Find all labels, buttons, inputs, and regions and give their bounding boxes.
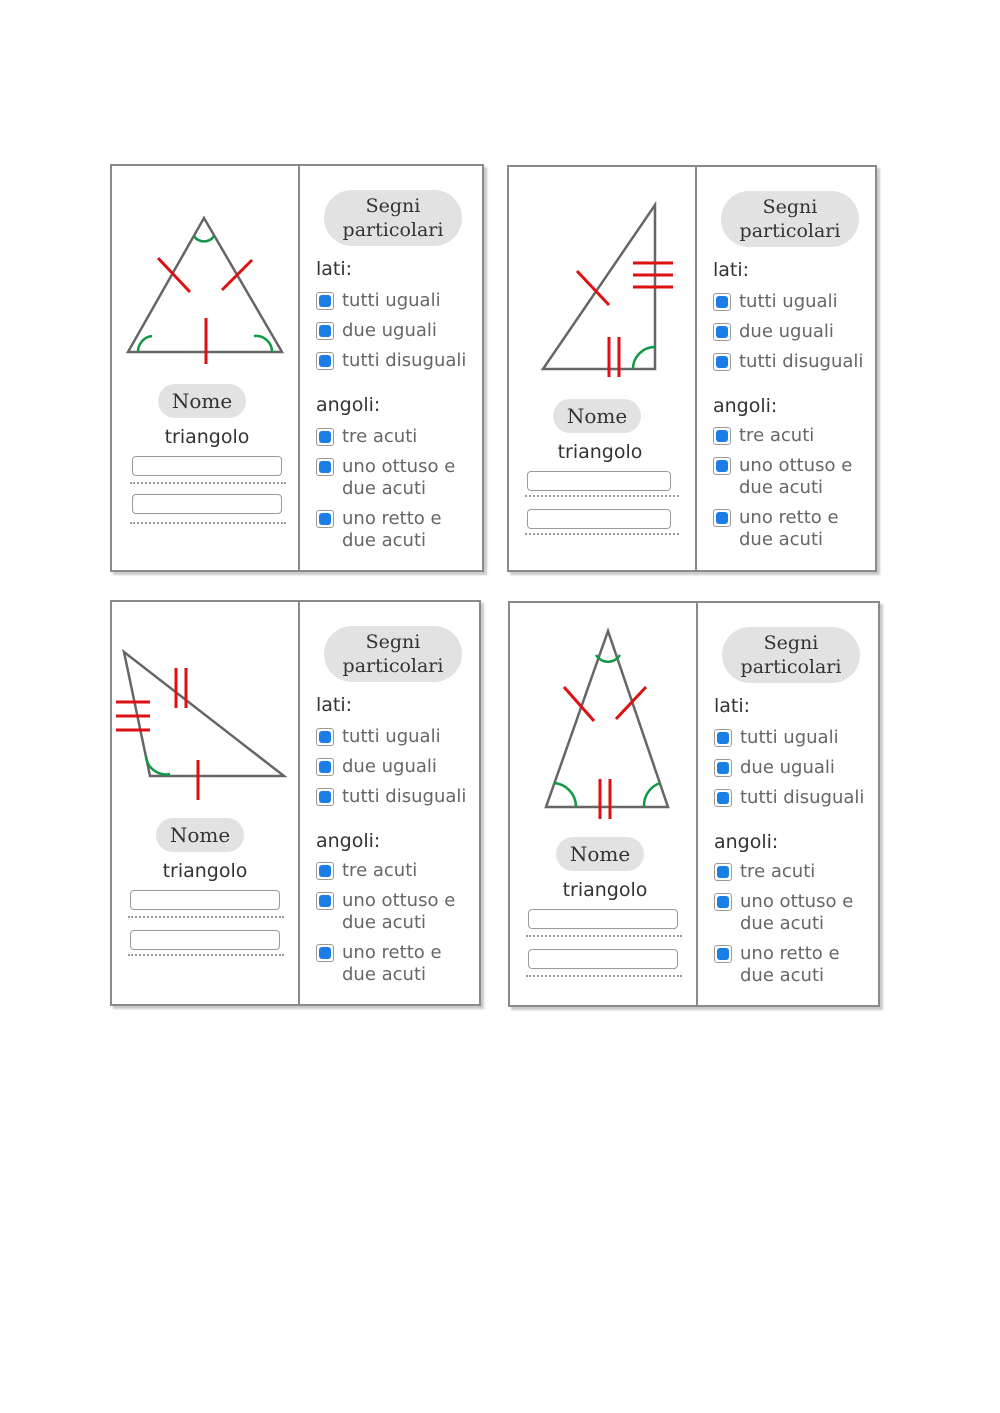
option-label: tutti disuguali	[739, 351, 864, 372]
checkbox[interactable]	[316, 510, 334, 528]
dotted-line	[526, 975, 682, 977]
nome-value: triangolo	[162, 860, 248, 882]
nome-label: Nome	[156, 818, 244, 852]
lati-heading: lati:	[713, 259, 750, 281]
option-label	[740, 943, 880, 987]
option-label: tutti uguali	[342, 726, 441, 747]
right-triangle-icon	[509, 167, 695, 377]
segni-line1: Segni	[365, 195, 421, 217]
dotted-line	[525, 495, 679, 497]
option-label: tutti disuguali	[342, 786, 467, 807]
dotted-line	[128, 954, 284, 956]
name-input-2[interactable]	[527, 509, 671, 529]
checkbox[interactable]	[316, 428, 334, 446]
lati-heading: lati:	[316, 694, 353, 716]
checkbox[interactable]	[316, 458, 334, 476]
option-line: uno retto e	[342, 942, 442, 963]
checkbox[interactable]	[714, 945, 732, 963]
angoli-heading: angoli:	[316, 394, 381, 416]
option-line: uno ottuso e	[740, 891, 854, 912]
option-line: due acuti	[739, 477, 824, 498]
segni-particolari-badge	[721, 191, 859, 247]
dotted-line	[525, 533, 679, 535]
segni-line1: Segni	[763, 632, 819, 654]
name-input-1[interactable]	[132, 456, 282, 476]
option-label	[342, 890, 482, 934]
option-label: tutti uguali	[739, 291, 838, 312]
nome-value: triangolo	[562, 879, 648, 901]
card-3-left-panel	[112, 602, 298, 1004]
dotted-line	[526, 935, 682, 937]
obtuse-scalene-triangle-icon	[112, 602, 298, 812]
card-4-right-panel	[698, 603, 878, 1005]
checkbox[interactable]	[714, 863, 732, 881]
card-2-left-panel	[509, 167, 695, 570]
option-line: due acuti	[740, 965, 825, 986]
option-label: tutti disuguali	[342, 350, 467, 371]
option-line: due acuti	[739, 529, 824, 550]
nome-value: triangolo	[557, 441, 643, 463]
checkbox[interactable]	[713, 427, 731, 445]
checkbox[interactable]	[316, 862, 334, 880]
angoli-heading: angoli:	[713, 395, 778, 417]
checkbox[interactable]	[316, 892, 334, 910]
segni-line2: particolari	[739, 220, 841, 242]
name-input-1[interactable]	[527, 471, 671, 491]
option-label: due uguali	[740, 757, 835, 778]
option-label	[342, 508, 482, 552]
checkbox[interactable]	[714, 729, 732, 747]
segni-particolari-badge	[324, 626, 462, 682]
option-label: tre acuti	[342, 426, 418, 447]
checkbox[interactable]	[316, 758, 334, 776]
segni-line2: particolari	[342, 655, 444, 677]
triangle-card-3	[110, 600, 481, 1006]
option-label	[740, 891, 880, 935]
nome-label: Nome	[556, 837, 644, 871]
name-input-2[interactable]	[130, 930, 280, 950]
card-1-right-panel	[300, 166, 482, 570]
option-label: tre acuti	[739, 425, 815, 446]
nome-label: Nome	[553, 399, 641, 433]
name-input-1[interactable]	[130, 890, 280, 910]
lati-heading: lati:	[316, 258, 353, 280]
checkbox[interactable]	[713, 353, 731, 371]
option-line: uno ottuso e	[342, 890, 456, 911]
card-4-left-panel	[510, 603, 696, 1005]
option-line: due acuti	[342, 478, 427, 499]
checkbox[interactable]	[714, 759, 732, 777]
option-label	[739, 455, 879, 499]
option-line: due acuti	[342, 964, 427, 985]
name-input-2[interactable]	[528, 949, 678, 969]
checkbox[interactable]	[316, 322, 334, 340]
dotted-line	[128, 916, 284, 918]
isosceles-triangle-icon	[510, 603, 698, 823]
option-label: due uguali	[342, 320, 437, 341]
segni-line1: Segni	[365, 631, 421, 653]
checkbox[interactable]	[714, 789, 732, 807]
name-input-1[interactable]	[528, 909, 678, 929]
option-label: tutti disuguali	[740, 787, 865, 808]
checkbox[interactable]	[713, 509, 731, 527]
segni-particolari-badge	[722, 627, 860, 683]
triangle-card-2	[507, 165, 877, 572]
option-line: due acuti	[740, 913, 825, 934]
checkbox[interactable]	[714, 893, 732, 911]
checkbox[interactable]	[316, 944, 334, 962]
option-line: uno ottuso e	[342, 456, 456, 477]
segni-particolari-badge	[324, 190, 462, 246]
segni-line2: particolari	[740, 656, 842, 678]
nome-value: triangolo	[164, 426, 250, 448]
option-label: due uguali	[342, 756, 437, 777]
equilateral-triangle-icon	[112, 166, 298, 366]
option-label	[342, 942, 482, 986]
checkbox[interactable]	[713, 323, 731, 341]
option-line: due acuti	[342, 912, 427, 933]
option-label: tutti uguali	[740, 727, 839, 748]
segni-line2: particolari	[342, 219, 444, 241]
option-label: tutti uguali	[342, 290, 441, 311]
checkbox[interactable]	[713, 293, 731, 311]
angoli-heading: angoli:	[316, 830, 381, 852]
dotted-line	[130, 522, 286, 524]
name-input-2[interactable]	[132, 494, 282, 514]
card-2-right-panel	[697, 167, 875, 570]
option-line: uno ottuso e	[739, 455, 853, 476]
option-label: due uguali	[739, 321, 834, 342]
triangle-card-1	[110, 164, 484, 572]
card-1-left-panel	[112, 166, 298, 570]
checkbox[interactable]	[316, 788, 334, 806]
dotted-line	[130, 482, 286, 484]
lati-heading: lati:	[714, 695, 751, 717]
nome-label: Nome	[158, 384, 246, 418]
option-line: uno retto e	[342, 508, 442, 529]
option-label	[739, 507, 879, 551]
segni-line1: Segni	[762, 196, 818, 218]
triangle-card-4	[508, 601, 880, 1007]
option-label	[342, 456, 482, 500]
option-line: due acuti	[342, 530, 427, 551]
angoli-heading: angoli:	[714, 831, 779, 853]
checkbox[interactable]	[316, 292, 334, 310]
checkbox[interactable]	[713, 457, 731, 475]
option-line: uno retto e	[740, 943, 840, 964]
checkbox[interactable]	[316, 352, 334, 370]
checkbox[interactable]	[316, 728, 334, 746]
option-label: tre acuti	[342, 860, 418, 881]
option-line: uno retto e	[739, 507, 839, 528]
card-3-right-panel	[300, 602, 479, 1004]
option-label: tre acuti	[740, 861, 816, 882]
